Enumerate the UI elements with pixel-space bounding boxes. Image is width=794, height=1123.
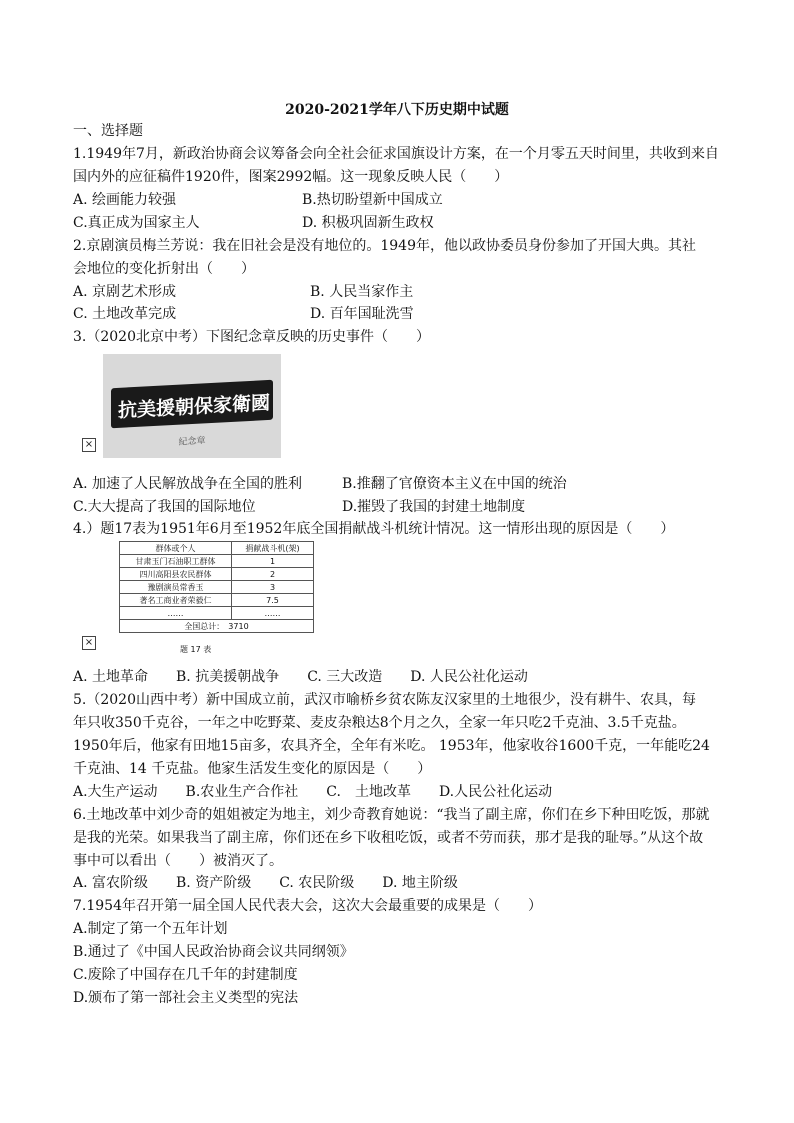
q1-option-b: B.热切盼望新中国成立 [302,192,443,208]
table-caption: 题 17 表 [180,645,212,654]
q3-option-c: C.大大提高了我国的国际地位 [73,499,256,515]
q7-option-d: D.颁布了第一部社会主义类型的宪法 [73,990,299,1006]
table-total-cell: 全国总计： 3710 [120,620,314,633]
q2-option-d: D. 百年国耻洗雪 [310,306,414,322]
q6-stem-line3: 事中可以看出（ ）被消灭了。 [73,853,283,869]
q1-stem-line1: 1.1949年7月，新政治协商会议筹备会向全社会征求国旗设计方案，在一个月零五天时间里，共收到来自 [73,146,719,162]
table-cell: 3 [232,581,314,594]
q4-stem: 4.）题17表为1951年6月至1952年底全国捐献战斗机统计情况。这一情形出现的原因是（ ） [73,521,675,537]
table-cell: …… [120,607,232,620]
medal-subtext: 紀念章 [178,436,206,448]
commemorative-medal-image [103,354,281,458]
q6-stem-line1: 6.土地改革中刘少奇的姐姐被定为地主，刘少奇教育她说：“我当了副主席，你们在乡下种田吃饭，那就 [73,807,710,823]
table-cell: 甘肃玉门石油职工群体 [120,555,232,568]
q5-stem-line3: 1950年后，他家有田地15亩多，农具齐全，全年有米吃。 1953年，他家收谷1600千克，一年能吃24 [73,738,710,754]
broken-image-icon: × [82,636,96,650]
q5-stem-line2: 年只收350千克谷，一年之中吃野菜、麦皮杂粮达8个月之久，全家一年只吃2千克油、3.5千克盐。 [73,715,686,731]
q5-stem-line4: 千克油、14 千克盐。他家生活发生变化的原因是（ ） [73,761,432,777]
q3-option-a: A. 加速了人民解放战争在全国的胜利 [73,476,303,492]
table-row [120,594,314,607]
q5-stem-line1: 5.（2020山西中考）新中国成立前，武汉市喻桥乡贫农陈友汉家里的土地很少，没有耕牛、农具，每 [73,692,696,708]
q2-option-b: B. 人民当家作主 [310,284,414,300]
table-row [120,607,314,620]
q2-stem-line2: 会地位的变化折射出（ ） [73,261,255,277]
q7-option-a: A.制定了第一个五年计划 [73,921,228,937]
broken-image-icon: × [82,438,96,452]
table-cell: 四川高阳县农民群体 [120,568,232,581]
table-cell: 1 [232,555,314,568]
q1-option-a: A. 绘画能力较强 [73,192,177,208]
table-cell: 豫剧演员常香玉 [120,581,232,594]
q7-option-b: B.通过了《中国人民政治协商会议共同纲领》 [73,944,354,960]
table-cell: 7.5 [232,594,314,607]
q6-options: A. 富农阶级 B. 资产阶级 C. 农民阶级 D. 地主阶级 [73,875,458,891]
table-header-cell: 捐献战斗机(架) [232,542,314,555]
q5-options: A.大生产运动 B.农业生产合作社 C. 土地改革 D.人民公社化运动 [73,784,553,800]
table-row [120,568,314,581]
table-cell: 著名工商业者荣毅仁 [120,594,232,607]
q1-option-d: D. 积极巩固新生政权 [302,215,434,231]
table-header-cell: 群体或个人 [120,542,232,555]
table-row [120,581,314,594]
q1-option-c: C.真正成为国家主人 [73,215,200,231]
table-header-row [120,542,314,555]
table-row [120,555,314,568]
q7-stem: 7.1954年召开第一届全国人民代表大会，这次大会最重要的成果是（ ） [73,898,542,914]
q7-option-c: C.废除了中国存在几千年的封建制度 [73,967,298,983]
q4-options: A. 土地革命 B. 抗美援朝战争 C. 三大改造 D. 人民公社化运动 [73,669,528,685]
q6-stem-line2: 是我的光荣。如果我当了副主席，你们还在乡下收租吃饭，或者不劳而获，那才是我的耻辱。”从这个故 [73,830,704,846]
q3-option-b: B.推翻了官僚资本主义在中国的统治 [342,476,567,492]
q3-option-d: D.摧毁了我国的封建土地制度 [342,499,526,515]
page-title: 2020-2021学年八下历史期中试题 [285,102,509,118]
section-heading: 一、选择题 [73,123,143,139]
donation-table [119,541,314,633]
q2-stem-line1: 2.京剧演员梅兰芳说：我在旧社会是没有地位的。1949年，他以政协委员身份参加了开国大典。其社 [73,238,696,254]
q2-option-a: A. 京剧艺术形成 [73,284,177,300]
q1-stem-line2: 国内外的应征稿件1920件，图案2992幅。这一现象反映人民（ ） [73,169,509,185]
table-total-row [120,620,314,633]
q2-option-c: C. 土地改革完成 [73,306,177,322]
table-cell: …… [232,607,314,620]
medal-text: 抗美援朝保家衛國 [117,392,270,422]
q3-stem: 3.（2020北京中考）下图纪念章反映的历史事件（ ） [73,329,430,345]
table-cell: 2 [232,568,314,581]
